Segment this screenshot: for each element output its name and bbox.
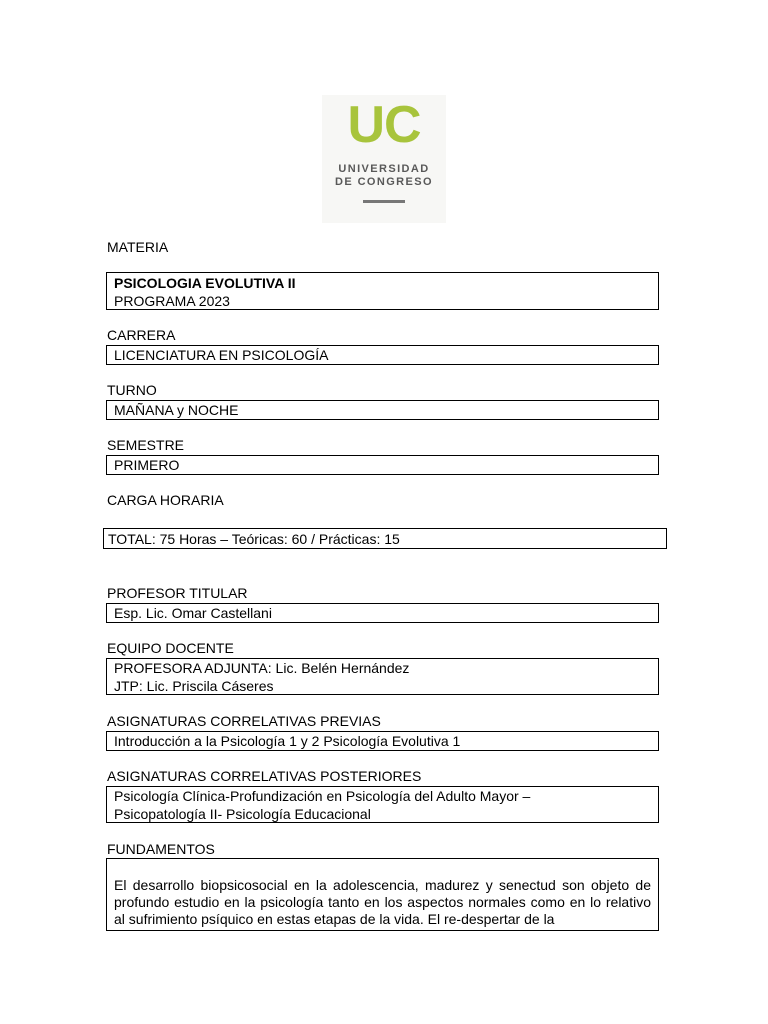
fundamentos-label: FUNDAMENTOS [107, 841, 215, 857]
correlativas-posteriores-box [106, 786, 659, 823]
logo-underline [363, 200, 405, 203]
materia-label: MATERIA [107, 239, 169, 255]
carga-horaria-value: TOTAL: 75 Horas – Teóricas: 60 / Prácticas: 15 [103, 528, 667, 549]
semestre-value: PRIMERO [106, 455, 659, 475]
correlativas-posteriores-label: ASIGNATURAS CORRELATIVAS POSTERIORES [107, 768, 422, 784]
profesor-titular-label: PROFESOR TITULAR [107, 585, 248, 601]
carrera-value: LICENCIATURA EN PSICOLOGÍA [106, 345, 659, 365]
correlativas-posteriores-line: Psicopatología II- Psicología Educacional [114, 806, 371, 822]
correlativas-posteriores-line: Psicología Clínica-Profundización en Psicología del Adulto Mayor – [114, 788, 531, 804]
correlativas-previas-label: ASIGNATURAS CORRELATIVAS PREVIAS [107, 713, 381, 729]
logo-line-2: DE CONGRESO [335, 176, 433, 188]
equipo-docente-line: PROFESORA ADJUNTA: Lic. Belén Hernández [114, 660, 410, 676]
logo-mark: UC [347, 96, 421, 154]
logo-line-1: UNIVERSIDAD [338, 163, 430, 175]
carga-horaria-label: CARGA HORARIA [107, 492, 224, 508]
fundamentos-text: El desarrollo biopsicosocial en la adolescencia, madurez y senectud son objeto de profundo estudio en la psicología tanto en los aspectos normales como en lo relativo al sufrimiento psíquico en estas etapas de la vida. El re-despertar de la [106, 858, 659, 931]
correlativas-previas-value: Introducción a la Psicología 1 y 2 Psicología Evolutiva 1 [106, 731, 659, 751]
carrera-label: CARRERA [107, 327, 176, 343]
semestre-label: SEMESTRE [107, 437, 185, 453]
university-logo [322, 95, 446, 223]
materia-box [106, 272, 659, 310]
equipo-docente-line: JTP: Lic. Priscila Cáseres [114, 678, 274, 694]
equipo-docente-label: EQUIPO DOCENTE [107, 640, 234, 656]
equipo-docente-box [106, 658, 659, 695]
turno-label: TURNO [107, 382, 157, 398]
turno-value: MAÑANA y NOCHE [106, 400, 659, 420]
materia-program: PROGRAMA 2023 [114, 293, 230, 309]
materia-name: PSICOLOGIA EVOLUTIVA II [114, 275, 296, 291]
profesor-titular-value: Esp. Lic. Omar Castellani [106, 603, 659, 623]
